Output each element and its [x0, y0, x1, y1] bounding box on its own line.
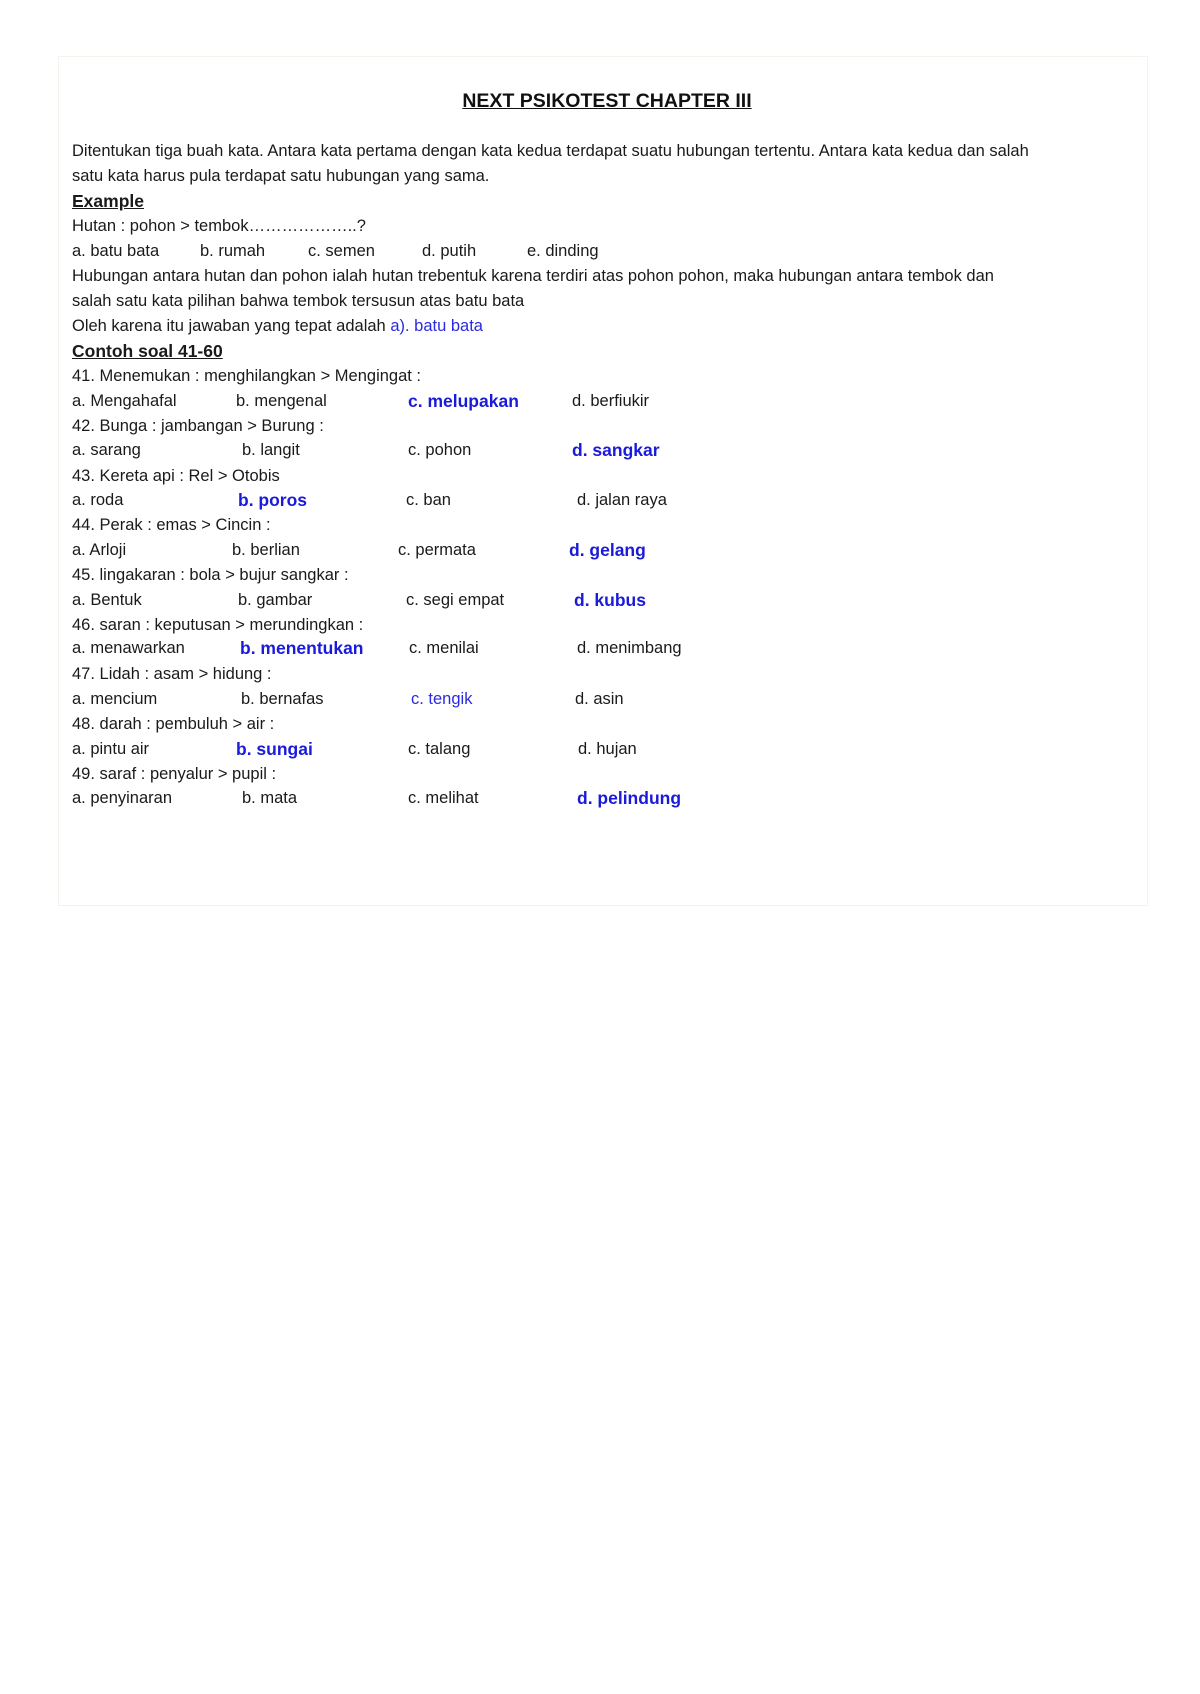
option-47-b: b. bernafas: [241, 690, 324, 708]
option-42-a: a. sarang: [72, 441, 141, 459]
options-row-46: [72, 635, 872, 662]
options-row-42: [72, 437, 872, 464]
explanation-line-2: salah satu kata pilihan bahwa tembok tersusun atas batu bata: [72, 292, 525, 310]
answer-41-c: c. melupakan: [408, 391, 519, 411]
option-42-b: b. langit: [242, 441, 300, 459]
answer-44-d: d. gelang: [569, 540, 646, 560]
question-43: 43. Kereta api : Rel > Otobis: [72, 467, 280, 485]
option-45-a: a. Bentuk: [72, 591, 142, 609]
option-47-a: a. mencium: [72, 690, 158, 708]
options-row-41: [72, 388, 872, 415]
answer-48-b: b. sungai: [236, 739, 313, 759]
section-heading: Contoh soal 41-60: [72, 341, 223, 361]
option-48-d: d. hujan: [578, 740, 637, 758]
example-option-e: e. dinding: [527, 242, 599, 260]
option-44-b: b. berlian: [232, 541, 300, 559]
option-45-c: c. segi empat: [406, 591, 505, 609]
question-46: 46. saran : keputusan > merundingkan :: [72, 616, 364, 634]
option-49-a: a. penyinaran: [72, 789, 172, 807]
answer-47-c: c. tengik: [411, 690, 473, 708]
question-41: 41. Menemukan : menghilangkan > Mengingat :: [72, 367, 422, 385]
example-options-row: [72, 238, 872, 265]
document-title: NEXT PSIKOTEST CHAPTER III: [462, 90, 752, 112]
answer-42-d: d. sangkar: [572, 440, 660, 460]
option-43-a: a. roda: [72, 491, 124, 509]
conclusion-answer: a). batu bata: [390, 317, 483, 335]
option-48-a: a. pintu air: [72, 740, 150, 758]
example-option-a: a. batu bata: [72, 242, 160, 260]
question-45: 45. lingakaran : bola > bujur sangkar :: [72, 566, 349, 584]
answer-46-b: b. menentukan: [240, 638, 364, 658]
options-row-44: [72, 537, 872, 564]
option-46-c: c. menilai: [409, 639, 479, 657]
option-47-d: d. asin: [575, 690, 624, 708]
explanation-line-1: Hubungan antara hutan dan pohon ialah hutan trebentuk karena terdiri atas pohon pohon, maka hubungan antara tembok dan: [72, 267, 994, 285]
option-43-d: d. jalan raya: [577, 491, 667, 509]
example-question: Hutan : pohon > tembok………………..?: [72, 217, 366, 235]
options-row-49: [72, 785, 872, 812]
intro-line-1: Ditentukan tiga buah kata. Antara kata pertama dengan kata kedua terdapat suatu hubungan tertentu. Antara kata kedua dan salah: [72, 142, 1029, 160]
option-48-c: c. talang: [408, 740, 471, 758]
question-42: 42. Bunga : jambangan > Burung :: [72, 417, 324, 435]
question-49: 49. saraf : penyalur > pupil :: [72, 765, 277, 783]
intro-line-2: satu kata harus pula terdapat satu hubungan yang sama.: [72, 167, 490, 185]
options-row-45: [72, 587, 872, 614]
options-row-47: [72, 686, 872, 713]
option-41-d: d. berfiukir: [572, 392, 650, 410]
option-46-d: d. menimbang: [577, 639, 682, 657]
answer-45-d: d. kubus: [574, 590, 646, 610]
options-row-43: [72, 487, 872, 514]
example-option-b: b. rumah: [200, 242, 266, 260]
conclusion-line: [72, 313, 483, 340]
option-44-a: a. Arloji: [72, 541, 127, 559]
option-44-c: c. permata: [398, 541, 476, 559]
example-option-c: c. semen: [308, 242, 375, 260]
option-49-c: c. melihat: [408, 789, 479, 807]
question-47: 47. Lidah : asam > hidung :: [72, 665, 272, 683]
option-49-b: b. mata: [242, 789, 298, 807]
option-45-b: b. gambar: [238, 591, 313, 609]
example-heading: Example: [72, 191, 144, 211]
question-48: 48. darah : pembuluh > air :: [72, 715, 275, 733]
options-row-48: [72, 736, 872, 763]
option-41-b: b. mengenal: [236, 392, 327, 410]
option-43-c: c. ban: [406, 491, 451, 509]
answer-43-b: b. poros: [238, 490, 308, 510]
option-46-a: a. menawarkan: [72, 639, 185, 657]
example-option-d: d. putih: [422, 242, 477, 260]
option-41-a: a. Mengahafal: [72, 392, 177, 410]
question-44: 44. Perak : emas > Cincin :: [72, 516, 271, 534]
option-42-c: c. pohon: [408, 441, 472, 459]
conclusion-prefix: Oleh karena itu jawaban yang tepat adalah: [72, 317, 391, 335]
answer-49-d: d. pelindung: [577, 788, 682, 808]
